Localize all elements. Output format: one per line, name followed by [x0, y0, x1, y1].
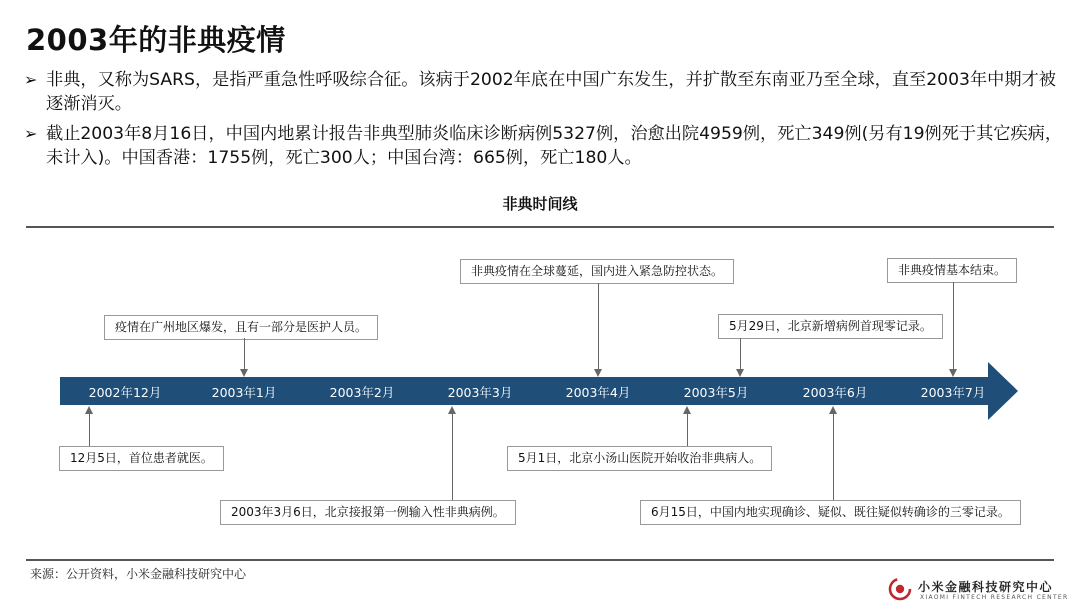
month-label: 2003年7月 [920, 385, 986, 400]
arrow-down-icon [949, 369, 957, 377]
month-label: 2003年1月 [211, 385, 277, 400]
month-label: 2002年12月 [88, 385, 162, 400]
connector-line [452, 413, 453, 500]
event-box: 5月1日，北京小汤山医院开始收治非典病人。 [507, 446, 772, 471]
connector-line [687, 413, 688, 446]
connector-line [244, 338, 245, 370]
connector-line [833, 413, 834, 500]
arrow-bullet-icon: ➢ [24, 70, 38, 89]
logo-text-en: XIAOMI FINTECH RESEARCH CENTER [920, 594, 1069, 601]
event-box: 非典疫情基本结束。 [887, 258, 1017, 283]
logo [888, 577, 1068, 605]
logo-mark-icon [888, 577, 912, 601]
logo-text-cn: 小米金融科技研究中心 [918, 580, 1054, 594]
timeline-arrow-head-icon [988, 362, 1018, 420]
event-box: 6月15日，中国内地实现确诊、疑似、既往疑似转确诊的三零记录。 [640, 500, 1021, 525]
connector-line [740, 338, 741, 370]
event-box: 12月5日，首位患者就医。 [59, 446, 224, 471]
connector-line [598, 283, 599, 370]
connector-line [953, 282, 954, 370]
event-box: 非典疫情在全球蔓延，国内进入紧急防控状态。 [460, 259, 734, 284]
bullet-text: 截止2003年8月16日，中国内地累计报告非典型肺炎临床诊断病例5327例，治愈出院4959例，死亡349例(另有19例死于其它疾病，未计入)。中国香港：1755例，死亡300人；中国台湾：665例，死亡180人。 [46, 124, 1063, 168]
bullet-text: 非典，又称为SARS，是指严重急性呼吸综合征。该病于2002年底在中国广东发生，并扩散至东南亚乃至全球，直至2003年中期才被逐渐消灭。 [46, 70, 1056, 114]
event-box: 2003年3月6日，北京接报第一例输入性非典病例。 [220, 500, 516, 525]
month-label: 2003年6月 [802, 385, 868, 400]
event-box: 疫情在广州地区爆发，且有一部分是医护人员。 [104, 315, 378, 340]
month-label: 2003年5月 [683, 385, 749, 400]
month-label: 2003年4月 [565, 385, 631, 400]
footer-divider [26, 559, 1054, 561]
timeline-heading: 非典时间线 [502, 195, 578, 213]
source-note: 来源：公开资料，小米金融科技研究中心 [30, 567, 247, 581]
arrow-down-icon [240, 369, 248, 377]
page-title: 2003年的非典疫情 [26, 23, 286, 57]
arrow-bullet-icon: ➢ [24, 124, 38, 143]
month-label: 2003年2月 [329, 385, 395, 400]
connector-line [89, 413, 90, 446]
month-label: 2003年3月 [447, 385, 513, 400]
event-box: 5月29日，北京新增病例首现零记录。 [718, 314, 943, 339]
arrow-down-icon [736, 369, 744, 377]
arrow-down-icon [594, 369, 602, 377]
